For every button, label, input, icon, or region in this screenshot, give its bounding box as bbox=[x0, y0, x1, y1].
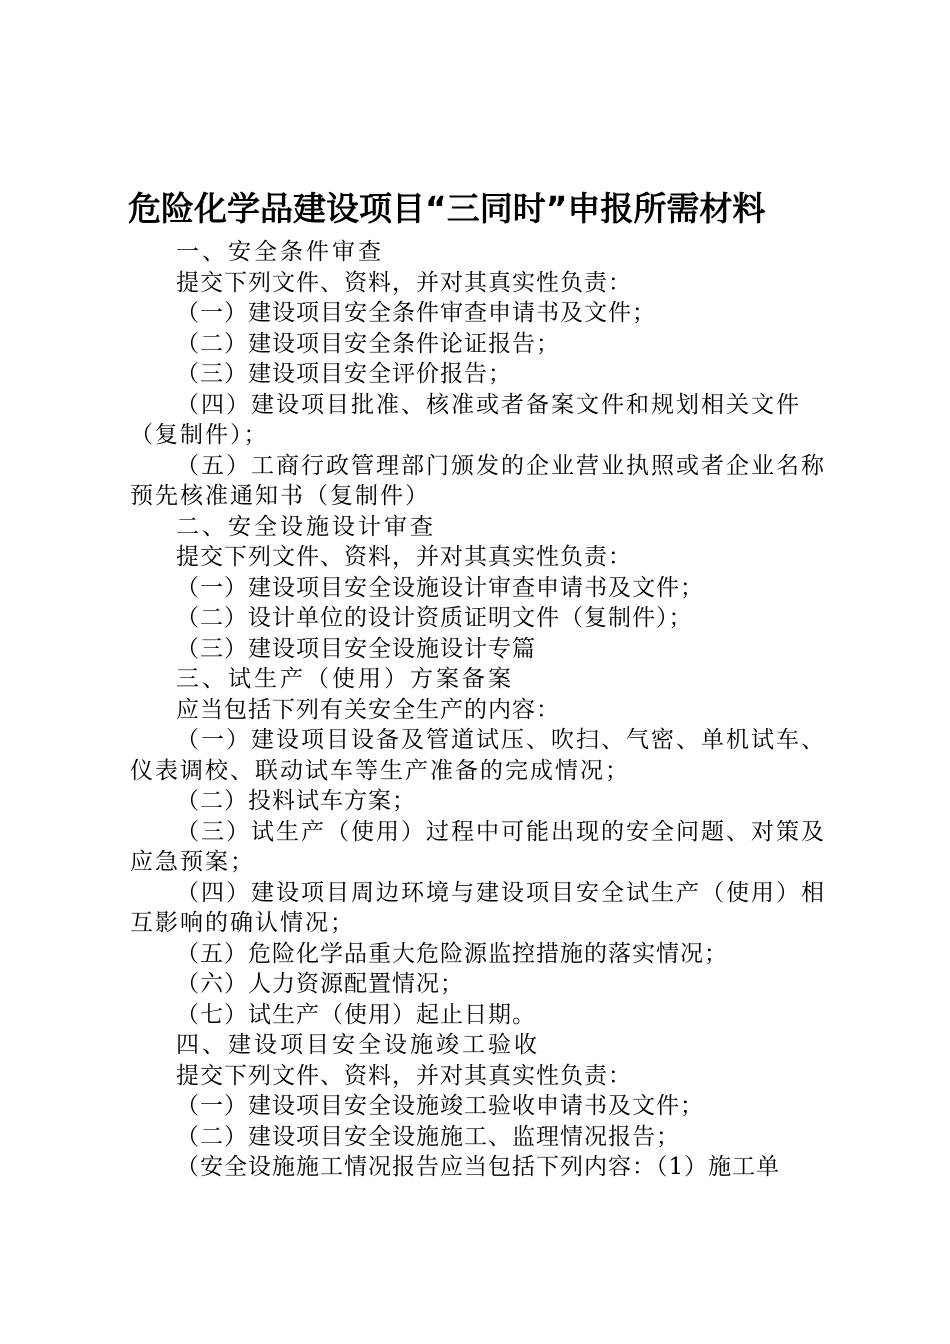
document-body bbox=[130, 237, 835, 1183]
list-item: （二）投料试车方案； bbox=[176, 788, 416, 814]
list-item: （三）建设项目安全评价报告； bbox=[176, 361, 512, 387]
list-item: （四）建设项目批准、核准或者备案文件和规划相关文件（复制件）； bbox=[130, 391, 801, 448]
section-heading-4: 四、建设项目安全设施竣工验收 bbox=[176, 1032, 540, 1058]
paragraph: （安全设施施工情况报告应当包括下列内容：（1）施工单 bbox=[176, 1154, 781, 1180]
list-item: （三）试生产（使用）过程中可能出现的安全问题、对策及应急预案； bbox=[130, 818, 826, 875]
list-item: （四）建设项目周边环境与建设项目安全试生产（使用）相互影响的确认情况； bbox=[130, 879, 826, 936]
list-item: （一）建设项目安全设施竣工验收申请书及文件； bbox=[176, 1093, 704, 1119]
paragraph: 提交下列文件、资料，并对其真实性负责： bbox=[176, 544, 632, 570]
document-title: 危险化学品建设项目“三同时”申报所需材料 bbox=[128, 189, 766, 228]
list-item: （二）建设项目安全条件论证报告； bbox=[176, 330, 560, 357]
list-item: （二）建设项目安全设施施工、监理情况报告； bbox=[176, 1123, 680, 1150]
section-heading-3: 三、试生产（使用）方案备案 bbox=[176, 666, 514, 692]
list-item: （一）建设项目安全设施设计审查申请书及文件； bbox=[176, 574, 704, 601]
list-item: （七）试生产（使用）起止日期。 bbox=[176, 1001, 536, 1028]
list-item: （五）工商行政管理部门颁发的企业营业执照或者企业名称预先核准通知书（复制件） bbox=[130, 452, 826, 509]
paragraph: 提交下列文件、资料，并对其真实性负责： bbox=[176, 1062, 632, 1089]
list-item: （五）危险化学品重大危险源监控措施的落实情况； bbox=[176, 940, 728, 967]
paragraph: 应当包括下列有关安全生产的内容： bbox=[176, 696, 560, 723]
paragraph: 提交下列文件、资料，并对其真实性负责： bbox=[176, 269, 632, 296]
list-item: （二）设计单位的设计资质证明文件（复制件）； bbox=[176, 605, 693, 631]
list-item: （六）人力资源配置情况； bbox=[176, 971, 464, 997]
list-item: （一）建设项目安全条件审查申请书及文件； bbox=[176, 300, 656, 326]
section-heading-2: 二、安全设施设计审查 bbox=[176, 513, 436, 540]
list-item: （一）建设项目设备及管道试压、吹扫、气密、单机试车、仪表调校、联动试车等生产准备的完成情况； bbox=[130, 727, 826, 784]
list-item: （三）建设项目安全设施设计专篇 bbox=[176, 635, 536, 662]
section-heading-1: 一、安全条件审查 bbox=[176, 239, 384, 265]
